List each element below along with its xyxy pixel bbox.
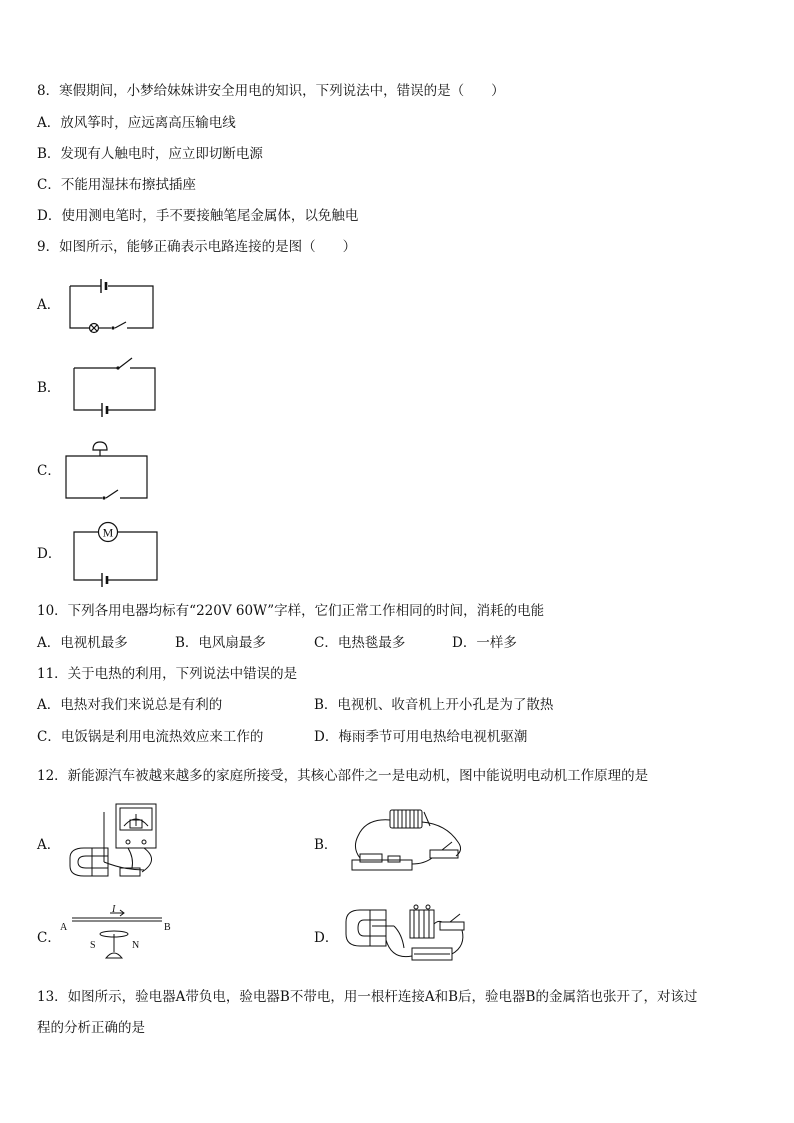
q9-label-d: D． — [37, 546, 62, 562]
q12-figure-a-generator — [64, 800, 169, 888]
figc-north-label: N — [132, 940, 140, 951]
q12-label-c: C． — [37, 930, 61, 946]
q8-option-a: A．放风筝时，应远离高压输电线 — [37, 115, 236, 131]
q12-figure-d-motor — [342, 900, 472, 970]
q9-circuit-c — [62, 438, 152, 503]
q10-stem: 10．下列各用电器均标有“220V 60W”字样，它们正常工作相同的时间，消耗的电能 — [37, 603, 545, 619]
q10-option-d: D．一样多 — [452, 635, 517, 651]
q9-circuit-a — [66, 274, 161, 334]
q9-circuit-b — [60, 352, 160, 422]
q9-label-b: B． — [37, 380, 61, 396]
q13-stem-line-2: 程的分析正确的是 — [37, 1020, 145, 1036]
q11-option-c: C．电饭锅是利用电流热效应来工作的 — [37, 729, 264, 745]
q11-option-d: D．梅雨季节可用电热给电视机驱潮 — [314, 729, 528, 745]
q9-stem: 9．如图所示，能够正确表示电路连接的是图（ ） — [37, 239, 357, 255]
q11-option-a: A．电热对我们来说总是有利的 — [37, 697, 223, 713]
q12-label-d: D． — [314, 930, 339, 946]
q10-option-c: C．电热毯最多 — [314, 635, 406, 651]
q8-option-d: D．使用测电笔时，手不要接触笔尾金属体，以免触电 — [37, 208, 359, 224]
q9-label-c: C． — [37, 463, 61, 479]
q12-stem: 12．新能源汽车被越来越多的家庭所接受，其核心部件之一是电动机，图中能说明电动机工作原理的是 — [37, 768, 649, 784]
q8-option-c: C．不能用湿抹布擦拭插座 — [37, 177, 196, 193]
figc-label-a: A — [60, 922, 68, 933]
motor-symbol: M — [102, 525, 114, 540]
q12-figure-c-oersted — [60, 904, 175, 966]
q9-label-a: A． — [37, 297, 61, 313]
q11-stem: 11．关于电热的利用，下列说法中错误的是 — [37, 666, 298, 682]
q11-option-b: B．电视机、收音机上开小孔是为了散热 — [314, 697, 554, 713]
q12-label-b: B． — [314, 837, 338, 853]
q13-stem-line-1: 13．如图所示，验电器A带负电，验电器B不带电，用一根杆连接A和B后，验电器B的金属箔也张开了，对该过 — [37, 989, 698, 1005]
q10-option-b: B．电风扇最多 — [175, 635, 266, 651]
q9-circuit-d — [60, 520, 160, 590]
figc-label-b: B — [164, 922, 171, 933]
q12-label-a: A． — [37, 837, 61, 853]
q10-option-a: A．电视机最多 — [37, 635, 128, 651]
figc-current-label: I — [112, 904, 116, 915]
q12-figure-b-electromagnet — [346, 806, 476, 878]
figc-south-label: S — [90, 940, 96, 951]
q8-option-b: B．发现有人触电时，应立即切断电源 — [37, 146, 263, 162]
q8-stem: 8．寒假期间，小梦给妹妹讲安全用电的知识，下列说法中，错误的是（ ） — [37, 83, 505, 99]
